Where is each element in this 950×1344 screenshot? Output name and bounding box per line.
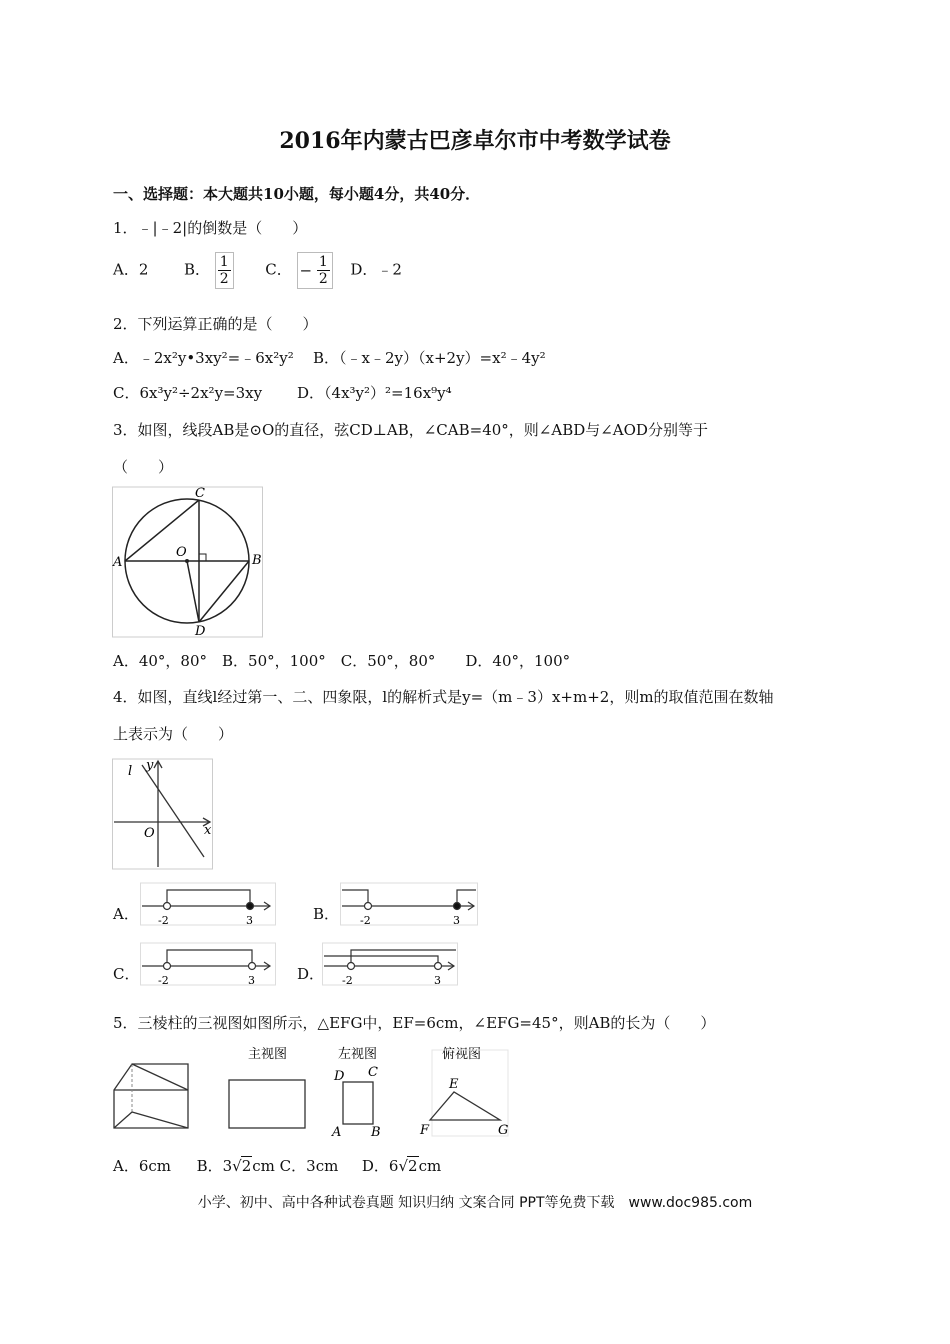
q1-stem: 1．﹣|﹣2|的倒数是（ ） [113, 219, 308, 237]
page-footer[interactable]: 小学、初中、高中各种试卷真题 知识归纳 文案合同 PPT等免费下载 www.doc985.com [197, 1195, 753, 1211]
q4-option-b-label: B． [313, 905, 340, 923]
section-heading: 一、选择题：本大题共10小题，每小题4分，共40分． [113, 185, 481, 203]
q1-option-c-fraction [297, 252, 333, 289]
q1-option-a: A．2 [113, 260, 149, 279]
q1-option-d: D．﹣2 [350, 260, 402, 279]
q5-front-view-label: 主视图 [248, 1047, 288, 1062]
q3-segment-od [187, 561, 199, 622]
q2-option-a: A．﹣2x²y•3xy²=﹣6x²y² [113, 349, 294, 367]
q3-label-a: A [113, 555, 123, 570]
q4-option-a-range [167, 890, 250, 906]
q4-option-b-tick-right: 3 [453, 914, 460, 927]
q4-label-y: y [146, 758, 154, 773]
q5-label-a: A [332, 1125, 342, 1140]
q5-option-a: A．6cm [113, 1157, 172, 1175]
q5-label-e: E [449, 1077, 459, 1092]
q4-option-b-solid-point [454, 903, 461, 910]
q5-label-f: F [420, 1123, 430, 1138]
q5-left-view-rect [343, 1082, 373, 1124]
q3-segment-ac [125, 500, 199, 561]
q4-option-b-open-point [365, 903, 372, 910]
q5-label-c: C [368, 1065, 378, 1080]
q1-option-c-prefix: C． [265, 260, 292, 279]
q2-option-b: B．（﹣x﹣2y）（x+2y）=x²﹣4y² [313, 349, 546, 367]
q1-option-b-denominator: 2 [219, 271, 229, 287]
q3-label-o: O [176, 545, 187, 560]
q4-option-b-numberline [340, 882, 482, 928]
q4-option-d-open-point-right [435, 963, 442, 970]
q5-option-d-radical-sign: √ [398, 1157, 409, 1175]
q2-option-d: D．（4x³y²）²=16x⁹y⁴ [297, 384, 452, 402]
q4-option-a-tick-right: 3 [246, 914, 253, 927]
q3-options: A．40°，80° B．50°，100° C．50°，80° D．40°，100° [113, 652, 571, 670]
q4-option-c-tick-left: -2 [158, 974, 169, 987]
q1-option-c-denominator: 2 [318, 271, 328, 287]
q5-option-b-prefix: B．3 [196, 1157, 233, 1175]
q4-stem: 4．如图，直线l经过第一、二、四象限，l的解析式是y=（m﹣3）x+m+2，则m的取值范围在数轴 [113, 688, 774, 706]
q5-label-d: D [334, 1069, 345, 1084]
q3-label-c: C [195, 486, 205, 501]
q3-stem-bracket: （ ） [113, 458, 174, 476]
q1-option-b-fraction [215, 252, 234, 289]
q1-option-c-sign: − [299, 261, 313, 280]
q1-option-b-numerator: 1 [219, 254, 229, 270]
q5-label-g: G [498, 1123, 509, 1138]
q4-option-d-open-point-left [348, 963, 355, 970]
q1-option-c-numerator: 1 [318, 254, 328, 270]
q4-label-x: x [204, 823, 212, 838]
q4-option-a-tick-left: -2 [158, 914, 169, 927]
q4-option-d-label: D． [297, 965, 325, 983]
q5-option-b-radical-sign: √ [232, 1157, 242, 1175]
q5-options [113, 1155, 441, 1176]
q2-stem: 2．下列运算正确的是（ ） [113, 315, 318, 333]
q1-option-b-prefix: B． [183, 260, 210, 279]
q4-option-a-label: A． [113, 905, 139, 923]
q4-option-d-lower-range [324, 956, 438, 966]
q4-option-c-range [167, 950, 252, 966]
q3-circle-figure [112, 484, 268, 640]
q4-line-graph [112, 757, 216, 871]
q5-option-c: C．3cm [279, 1157, 339, 1175]
q5-top-view-triangle [430, 1092, 500, 1120]
q5-option-b-radicand: 2 [241, 1157, 252, 1175]
q5-top-view-label: 俯视图 [442, 1047, 482, 1062]
q3-label-b: B [252, 553, 262, 568]
q2-option-c: C．6x³y²÷2x²y=3xy [113, 384, 263, 402]
q4-option-a-open-point [164, 903, 171, 910]
q4-option-d-tick-right: 3 [434, 974, 441, 987]
q5-top-view-frame [432, 1050, 508, 1136]
q5-prism-edge-diagonal [132, 1112, 188, 1128]
q4-option-d-tick-left: -2 [342, 974, 353, 987]
q3-right-angle-mark [199, 554, 206, 561]
q5-prism-edge-back [114, 1112, 132, 1128]
q5-three-views-figure [112, 1040, 512, 1140]
q4-label-o: O [144, 826, 155, 841]
q4-line-l [142, 765, 204, 857]
q5-left-view-label: 左视图 [338, 1047, 378, 1062]
q5-label-b: B [371, 1125, 381, 1140]
q4-stem-continued: 上表示为（ ） [113, 725, 234, 743]
q4-option-c-numberline [140, 942, 280, 988]
q3-label-d: D [195, 624, 206, 639]
q4-option-a-numberline [140, 882, 280, 928]
q3-stem: 3．如图，线段AB是⊙O的直径，弦CD⊥AB，∠CAB=40°，则∠ABD与∠AOD分别等于 [113, 421, 708, 439]
q5-option-d-radicand: 2 [408, 1157, 418, 1175]
q4-option-d-numberline [322, 942, 462, 988]
q4-option-a-solid-point [247, 903, 254, 910]
q4-option-c-tick-right: 3 [248, 974, 255, 987]
q4-option-c-open-point-right [249, 963, 256, 970]
q4-option-c-open-point-left [164, 963, 171, 970]
q5-front-view-rect [229, 1080, 305, 1128]
q5-option-b-suffix: cm [252, 1157, 275, 1175]
q5-prism-edge-slope [132, 1064, 188, 1090]
q4-option-c-label: C． [113, 965, 140, 983]
q5-stem: 5．三棱柱的三视图如图所示，△EFG中，EF=6cm，∠EFG=45°，则AB的长为（ ） [113, 1014, 716, 1032]
page-title: 2016年内蒙古巴彦卓尔市中考数学试卷 [279, 128, 671, 154]
q5-option-d-prefix: D．6 [361, 1157, 399, 1175]
q4-label-l: l [128, 764, 133, 779]
q4-option-b-left-range [342, 890, 368, 906]
q1-options [113, 252, 402, 289]
q5-option-d-suffix: cm [418, 1157, 442, 1175]
q4-option-b-tick-left: -2 [360, 914, 371, 927]
